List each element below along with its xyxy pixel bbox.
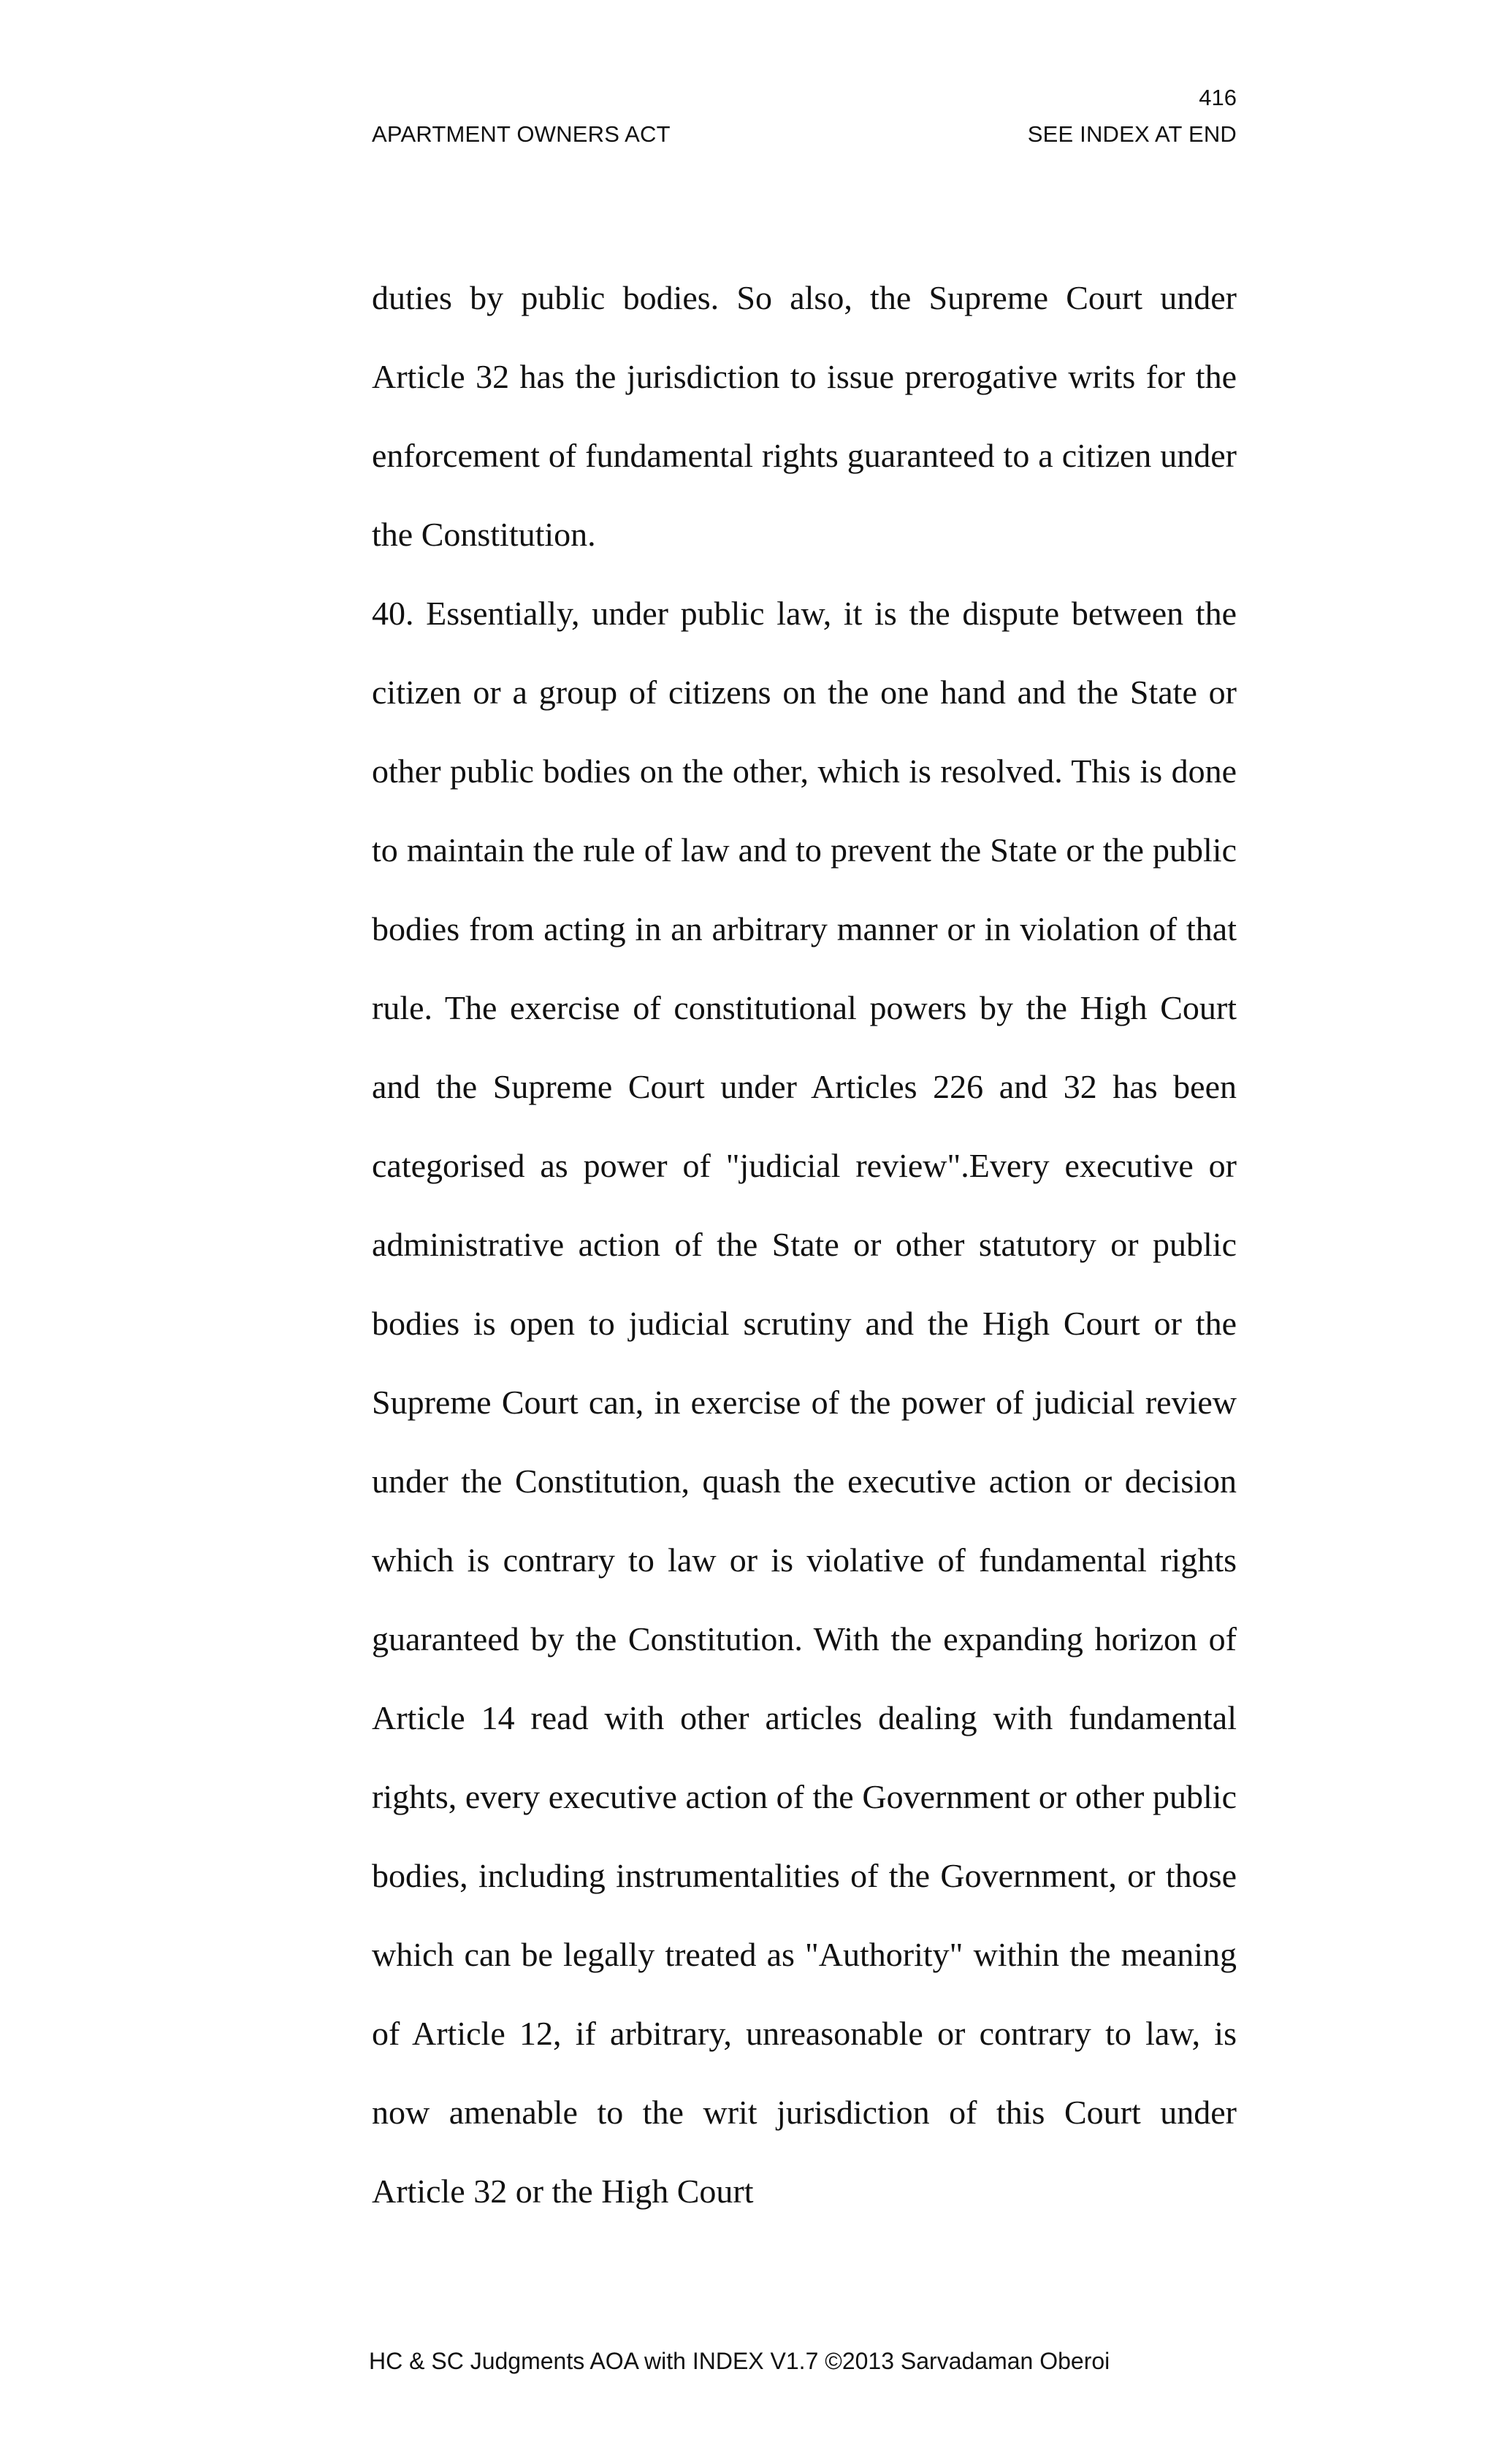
body-text xyxy=(372,259,1237,2231)
running-header-title: APARTMENT OWNERS ACT xyxy=(372,121,671,147)
paragraph: 40. Essentially, under public law, it is the dispute between the citizen or a group of citizens on the one hand and the State or other public bodies on the other, which is resolved. This is done to maintain the rule of law and to prevent the State or the public bodies from acting in an arbitrary manner or in violation of that rule. The exercise of constitutional powers by the High Court and the Supreme Court under Articles 226 and 32 has been categorised as power of "judicial review".Every executive or administrative action of the State or other statutory or public bodies is open to judicial scrutiny and the High Court or the Supreme Court can, in exercise of the power of judicial review under the Constitution, quash the executive action or decision which is contrary to law or is violative of fundamental rights guaranteed by the Constitution. With the expanding horizon of Article 14 read with other articles dealing with fundamental rights, every executive action of the Government or other public bodies, including instrumentalities of the Government, or those which can be legally treated as "Authority" within the meaning of Article 12, if arbitrary, unreasonable or contrary to law, is now amenable to the writ jurisdiction of this Court under Article 32 or the High Court xyxy=(372,595,1237,2210)
page-number: 416 xyxy=(1199,85,1237,110)
running-header-index-note: SEE INDEX AT END xyxy=(1027,121,1237,147)
footer-credit: HC & SC Judgments AOA with INDEX V1.7 ©2013 Sarvadaman Oberoi xyxy=(369,2348,1110,2374)
paragraph: duties by public bodies. So also, the Supreme Court under Article 32 has the jurisdiction to issue prerogative writs for the enforcement of fundamental rights guaranteed to a citizen under the Constitution. xyxy=(372,279,1237,553)
